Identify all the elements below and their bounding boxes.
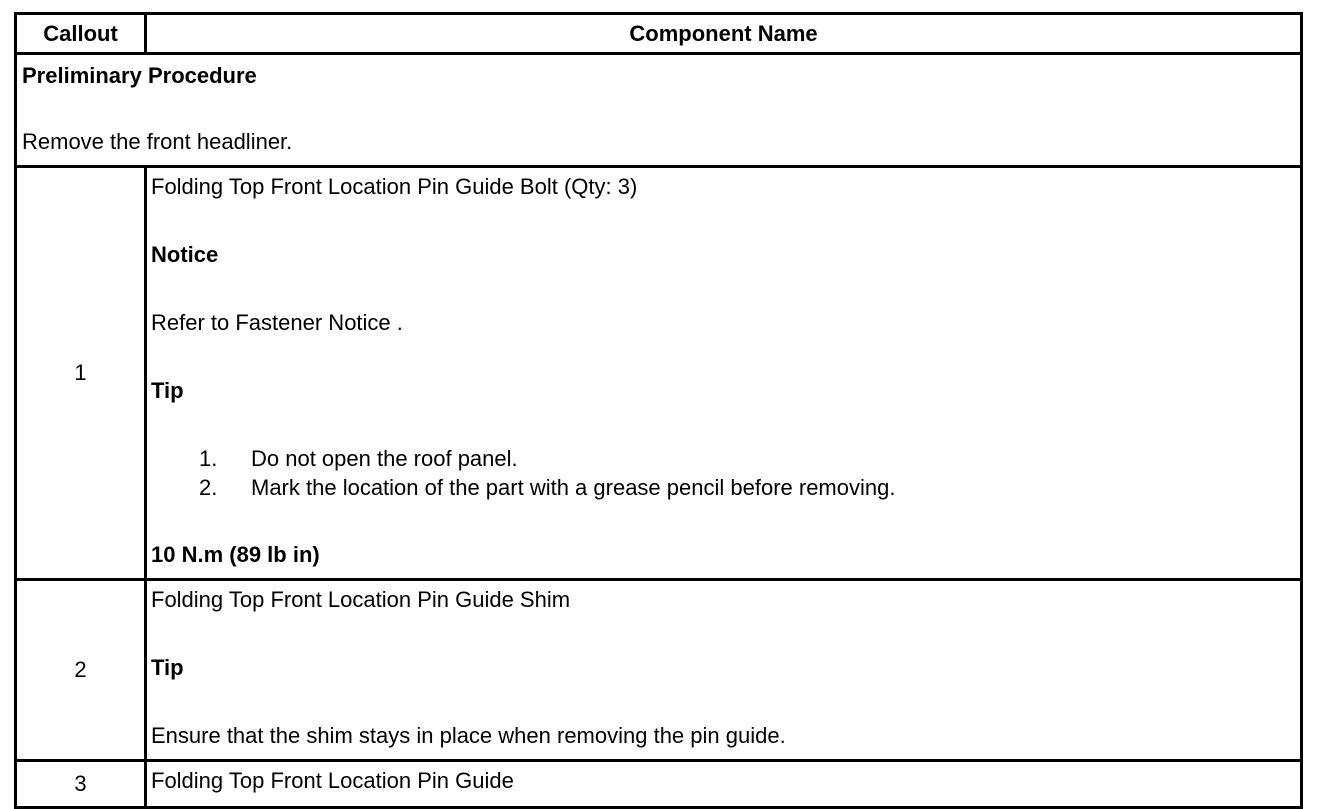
component-name: Folding Top Front Location Pin Guide Shim	[151, 587, 571, 612]
component-cell	[146, 761, 1302, 808]
notice-label: Notice	[151, 242, 219, 267]
table-row	[16, 580, 1302, 761]
table-row	[16, 761, 1302, 808]
tip-label: Tip	[151, 378, 184, 403]
tip-number: 1.	[199, 446, 218, 471]
preliminary-procedure-cell	[16, 54, 1302, 167]
callout-header: Callout	[16, 14, 146, 54]
tip-list-item	[199, 446, 1296, 475]
preliminary-procedure-row	[16, 54, 1302, 167]
notice-text: Refer to Fastener Notice .	[151, 310, 403, 335]
component-table	[14, 12, 1303, 809]
component-cell	[146, 580, 1302, 761]
table-row	[16, 167, 1302, 580]
callout-number: 3	[16, 761, 146, 808]
callout-number: 1	[16, 167, 146, 580]
component-name-header: Component Name	[146, 14, 1302, 54]
tip-label: Tip	[151, 655, 184, 680]
preliminary-procedure-title: Preliminary Procedure	[22, 63, 257, 88]
component-name: Folding Top Front Location Pin Guide	[151, 768, 514, 793]
component-name: Folding Top Front Location Pin Guide Bolt (Qty: 3)	[151, 174, 638, 199]
table-header-row	[16, 14, 1302, 54]
tip-text: Do not open the roof panel.	[251, 446, 518, 471]
preliminary-procedure-text: Remove the front headliner.	[22, 129, 293, 154]
tip-list-item	[199, 475, 1296, 504]
tip-list	[151, 446, 1296, 504]
tip-text: Mark the location of the part with a grease pencil before removing.	[251, 475, 896, 500]
torque-spec: 10 N.m (89 lb in)	[151, 542, 320, 567]
tip-number: 2.	[199, 475, 218, 500]
procedure-page	[14, 12, 1300, 796]
component-cell	[146, 167, 1302, 580]
tip-text: Ensure that the shim stays in place when removing the pin guide.	[151, 723, 786, 748]
callout-number: 2	[16, 580, 146, 761]
